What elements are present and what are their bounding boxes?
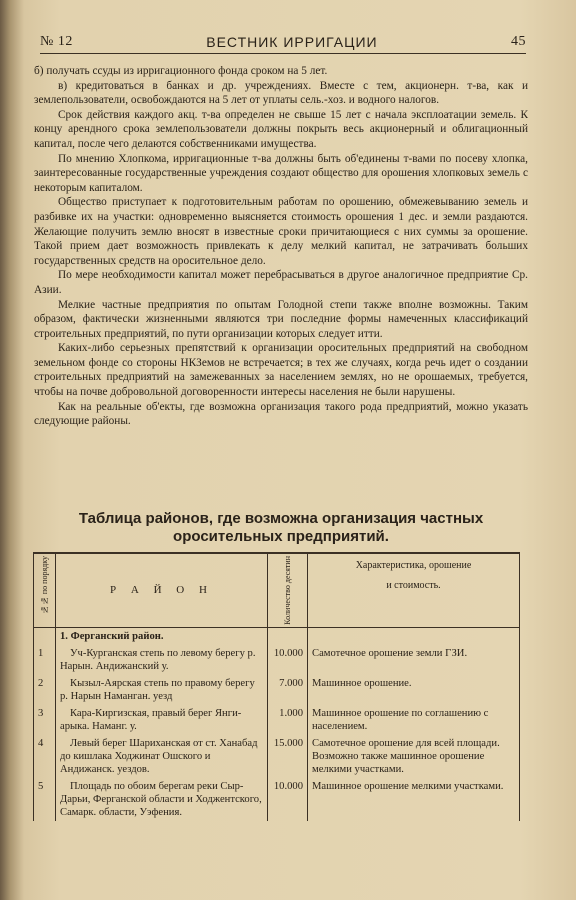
row-description: Самотечное орошение для всей площади. Возможно также машинное орошение мелкими участками.: [308, 735, 520, 778]
paragraph: Мелкие частные предприятия по опытам Голодной степи также вполне возможны. Таким образом, фактически жизненными являются три последние формы намеченных классификаций строительных предприятий, по пути организации которых следует итти.: [34, 298, 528, 340]
row-description: Машинное орошение по соглашению с населением.: [308, 705, 520, 735]
row-district: Кызыл-Аярская степь по правому берегу р. Нарын Наманган. уезд: [56, 675, 268, 705]
row-description: Машинное орошение.: [308, 675, 520, 705]
column-header-area: Количество десятин: [268, 553, 308, 627]
paragraph: По мнению Хлопкома, ирригационные т-ва должны быть об'единены т-вами по посеву хлопка, заинтересованные государственные учреждения создают общество для орошения хлопковых земель с некоторым капиталом.: [34, 152, 528, 194]
row-number: 3: [34, 705, 56, 735]
row-number: 4: [34, 735, 56, 778]
paragraph: Как на реальные об'екты, где возможна организация такого рода предприятий, можно указать следующие районы.: [34, 400, 528, 428]
row-description: Самотечное орошение земли ГЗИ.: [308, 645, 520, 675]
row-district: Площадь по обоим берегам реки Сыр-Дарьи, Ферганской области и Ходжентского, Самарк. области, Уэфения.: [56, 778, 268, 821]
table-row: [34, 778, 520, 821]
section-title: 1. Ферганский район.: [56, 627, 268, 645]
paragraph: б) получать ссуды из ирригационного фонда сроком на 5 лет.: [34, 65, 328, 77]
page-number: 45: [511, 34, 526, 49]
row-number: 1: [34, 645, 56, 675]
row-area: 10.000: [268, 778, 308, 821]
journal-title: ВЕСТНИК ИРРИГАЦИИ: [206, 34, 378, 50]
table-header-row: [34, 553, 520, 627]
section-row: [34, 627, 520, 645]
row-district: Левый берег Шариханская от ст. Ханабад до кишлака Ходжинат Ошского и Андижанск. уездов.: [56, 735, 268, 778]
row-number: 2: [34, 675, 56, 705]
table-title: Таблица районов, где возможна организация частных оросительных предприятий.: [78, 510, 484, 545]
table-row: [34, 675, 520, 705]
paragraph: Срок действия каждого акц. т-ва определен не свыше 15 лет с начала эксплоатации земель. К концу арендного срока землепользователи должны покрыть весь акционерный и облигационный капитал, после чего делаются собственниками имущества.: [34, 108, 528, 150]
paragraph: По мере необходимости капитал может перебрасываться в другое аналогичное предприятие Ср. Азии.: [34, 269, 528, 296]
column-header-district: Р А Й О Н: [56, 553, 268, 627]
row-district: Кара-Киргизская, правый берег Янги-арыка. Наманг. у.: [56, 705, 268, 735]
row-district: Уч-Курганская степь по левому берегу р. Нарын. Андижанский у.: [56, 645, 268, 675]
row-description: Машинное орошение мелкими участками.: [308, 778, 520, 821]
row-number: 5: [34, 778, 56, 821]
districts-table: [33, 552, 520, 821]
body-text: [34, 64, 528, 429]
table-row: [34, 705, 520, 735]
paragraph: Каких-либо серьезных препятствий к организации оросительных предприятий на свободном земельном фонде со стороны НКЗемов не встречается; в тех же случаях, когда речь идет о создании строительных предприятий на замежеванных за населением землях, но не орошаемых, требуется, чтобы на почве добровольной договоренности интересы населения не были нарушены.: [34, 342, 528, 399]
row-area: 10.000: [268, 645, 308, 675]
table-row: [34, 645, 520, 675]
issue-number: № 12: [40, 34, 73, 49]
row-area: 7.000: [268, 675, 308, 705]
column-header-number: №№ по порядку: [34, 553, 56, 627]
paragraph: Общество приступает к подготовительным работам по орошению, обмежевыванию земель и разбивке их на участки: одновременно выясняется стоимость орошения 1 дес. и земли раздаются. Желающие получить землю вносят в известные сроки причитающиеся с них суммы за орошение. Такой прием дает возможность привлекать к делу мелкий капитал, не затрачивать больших государственных средств на оросительное дело.: [34, 196, 528, 267]
table-row: [34, 735, 520, 778]
row-area: 1.000: [268, 705, 308, 735]
column-header-characteristics: Характеристика, орошение и стоимость.: [308, 553, 520, 627]
paragraph: в) кредитоваться в банках и др. учреждениях. Вместе с тем, акционерн. т-ва, как и землепользователи, освобождаются на 5 лет от уплаты сель.-хоз. и водного налогов.: [34, 79, 528, 107]
row-area: 15.000: [268, 735, 308, 778]
running-header: [40, 28, 526, 54]
